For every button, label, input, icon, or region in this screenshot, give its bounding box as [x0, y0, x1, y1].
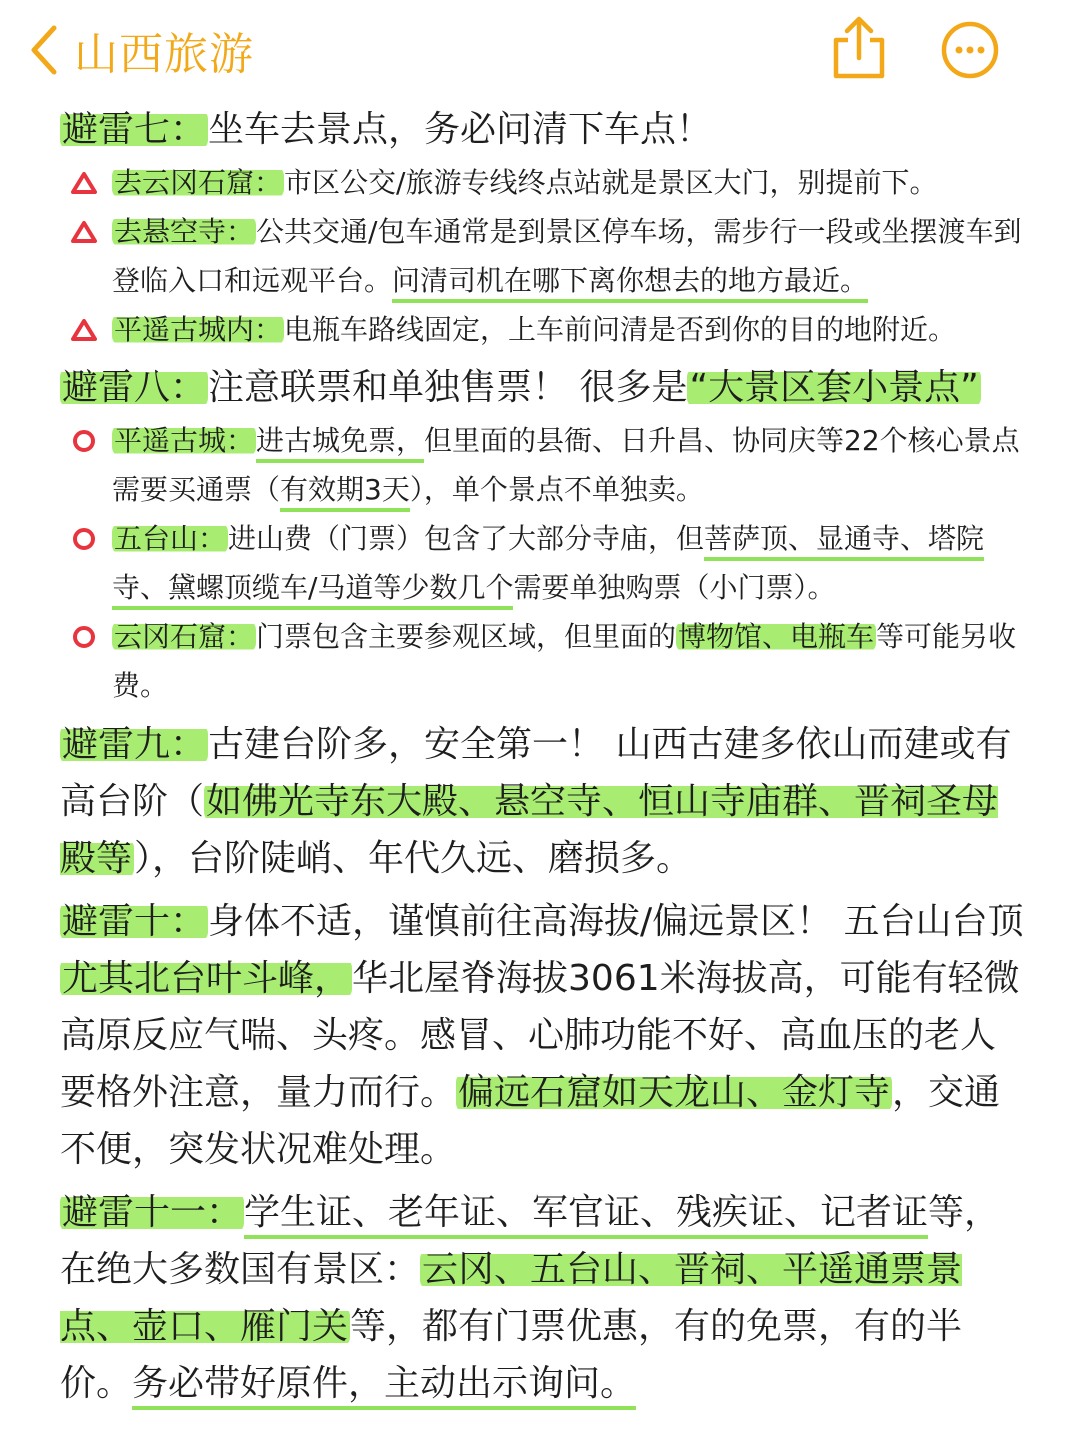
- item-text: 门票包含主要参观区域，但里面的: [256, 620, 677, 653]
- item-text: 需要单独购票（小门票）。: [513, 571, 836, 604]
- item-label: 平遥古城内：: [114, 313, 283, 346]
- top-nav-bar: [0, 0, 1080, 98]
- item-label: 云冈石窟：: [114, 620, 255, 653]
- section-10-text: 身体不适，谨慎前往高海拔/偏远景区！ 五台山台顶: [208, 901, 1024, 942]
- section-10-paragraph: [60, 893, 1030, 1178]
- note-content: [60, 98, 1030, 1412]
- section-9-text: 古建台阶多，安全第一！ 山西古建多依山而建或有高台阶（: [60, 724, 1012, 822]
- item-label: 去云冈石窟：: [114, 166, 283, 199]
- chevron-left-icon: [24, 20, 68, 80]
- circle-marker-icon: [70, 428, 98, 454]
- item-underlined-text: 进古城免票，: [256, 424, 424, 463]
- more-options-icon[interactable]: [940, 20, 1000, 80]
- item-underlined-text: 菩萨顶、显通寺、塔院寺、黛螺顶缆车/马道等: [112, 522, 984, 610]
- item-label: 平遥古城：: [114, 424, 255, 457]
- warning-triangle-icon: [70, 170, 98, 196]
- list-item: [60, 207, 1030, 305]
- warning-triangle-icon: [70, 317, 98, 343]
- item-underlined-text: 少数几个: [401, 571, 513, 610]
- item-highlight-text: 博物馆、电瓶车: [678, 620, 875, 653]
- item-label: 去悬空寺：: [114, 215, 255, 248]
- back-button[interactable]: [24, 18, 254, 82]
- section-10-highlight: 尤其北台叶斗峰，: [62, 958, 351, 999]
- section-11-paragraph: [60, 1184, 1030, 1412]
- section-7-label: 避雷七：: [62, 109, 207, 150]
- section-10-text: 华北屋脊海拔3061米海拔高，可能有轻微高原反应气喘、头疼。感冒、心肺功能不好、高血压的老人要格外注意，量力而行。: [60, 958, 1020, 1113]
- section-9-highlight: 如佛光寺东大殿、悬空寺、恒山寺庙群、晋祠圣母殿等: [60, 781, 999, 879]
- item-text: 但里面的县衙、日升昌、协同庆等22个核心景点需要买通票（: [112, 424, 1020, 506]
- item-text: 市区公交/旅游专线终点站就是景区大门，别提前下。: [284, 166, 938, 199]
- section-11-text: 等，都有门票优惠，有的免票，有的半价。: [60, 1306, 963, 1404]
- section-8-label: 避雷八：: [62, 367, 207, 408]
- list-item: [60, 158, 1030, 207]
- section-9-paragraph: [60, 716, 1030, 887]
- item-underlined-text: 有效期3天: [280, 473, 410, 512]
- warning-triangle-icon: [70, 219, 98, 245]
- section-11-underlined: 学生证、老年证、军官证、残疾证、记者证: [244, 1192, 928, 1239]
- section-11-highlight: 云冈、五台山、晋祠、平遥通票景点、壶口、雁门关: [60, 1249, 963, 1347]
- list-item: [60, 305, 1030, 354]
- item-text: 公共交通/包车通常是到景区停车场，需步行一段或坐摆渡车到登临入口和远观平台。: [112, 215, 1022, 297]
- item-text: 电瓶车路线固定，上车前问清是否到你的目的地附近。: [284, 313, 957, 346]
- item-label: 五台山：: [114, 522, 227, 555]
- section-7-heading: [60, 102, 1030, 158]
- nav-title: 山西旅游: [74, 29, 254, 80]
- section-11-label: 避雷十一：: [62, 1192, 243, 1233]
- section-9-text: ），台阶陡峭、年代久远、磨损多。: [134, 838, 693, 879]
- section-9-label: 避雷九：: [62, 724, 207, 765]
- list-item: [60, 612, 1030, 710]
- list-item: [60, 416, 1030, 514]
- section-11-underlined: 务必带好原件，主动出示询问。: [132, 1363, 636, 1410]
- circle-marker-icon: [70, 624, 98, 650]
- item-text: 进山费（门票）包含了大部分寺庙，但: [228, 522, 705, 555]
- section-10-label: 避雷十：: [62, 901, 207, 942]
- share-icon[interactable]: [830, 14, 888, 80]
- item-text: ），单个景点不单独卖。: [409, 473, 704, 506]
- section-8-title-highlight: “大景区套小景点”: [689, 367, 979, 408]
- section-10-highlight: 偏远石窟如天龙山、金灯寺: [458, 1072, 891, 1113]
- circle-marker-icon: [70, 526, 98, 552]
- list-item: [60, 514, 1030, 612]
- section-10-text: ，交通不便，突发状况难处理。: [60, 1072, 1001, 1170]
- item-underlined-text: 问清司机在哪下离你想去的地方最近。: [392, 264, 868, 303]
- item-text: 等可能另收费。: [112, 620, 1017, 702]
- section-8-title: 注意联票和单独售票！ 很多是: [208, 367, 688, 408]
- section-8-heading: [60, 360, 1030, 416]
- section-7-title: 坐车去景点，务必问清下车点！: [208, 109, 713, 150]
- section-11-text: 等，在绝大多数国有景区：: [60, 1192, 1001, 1290]
